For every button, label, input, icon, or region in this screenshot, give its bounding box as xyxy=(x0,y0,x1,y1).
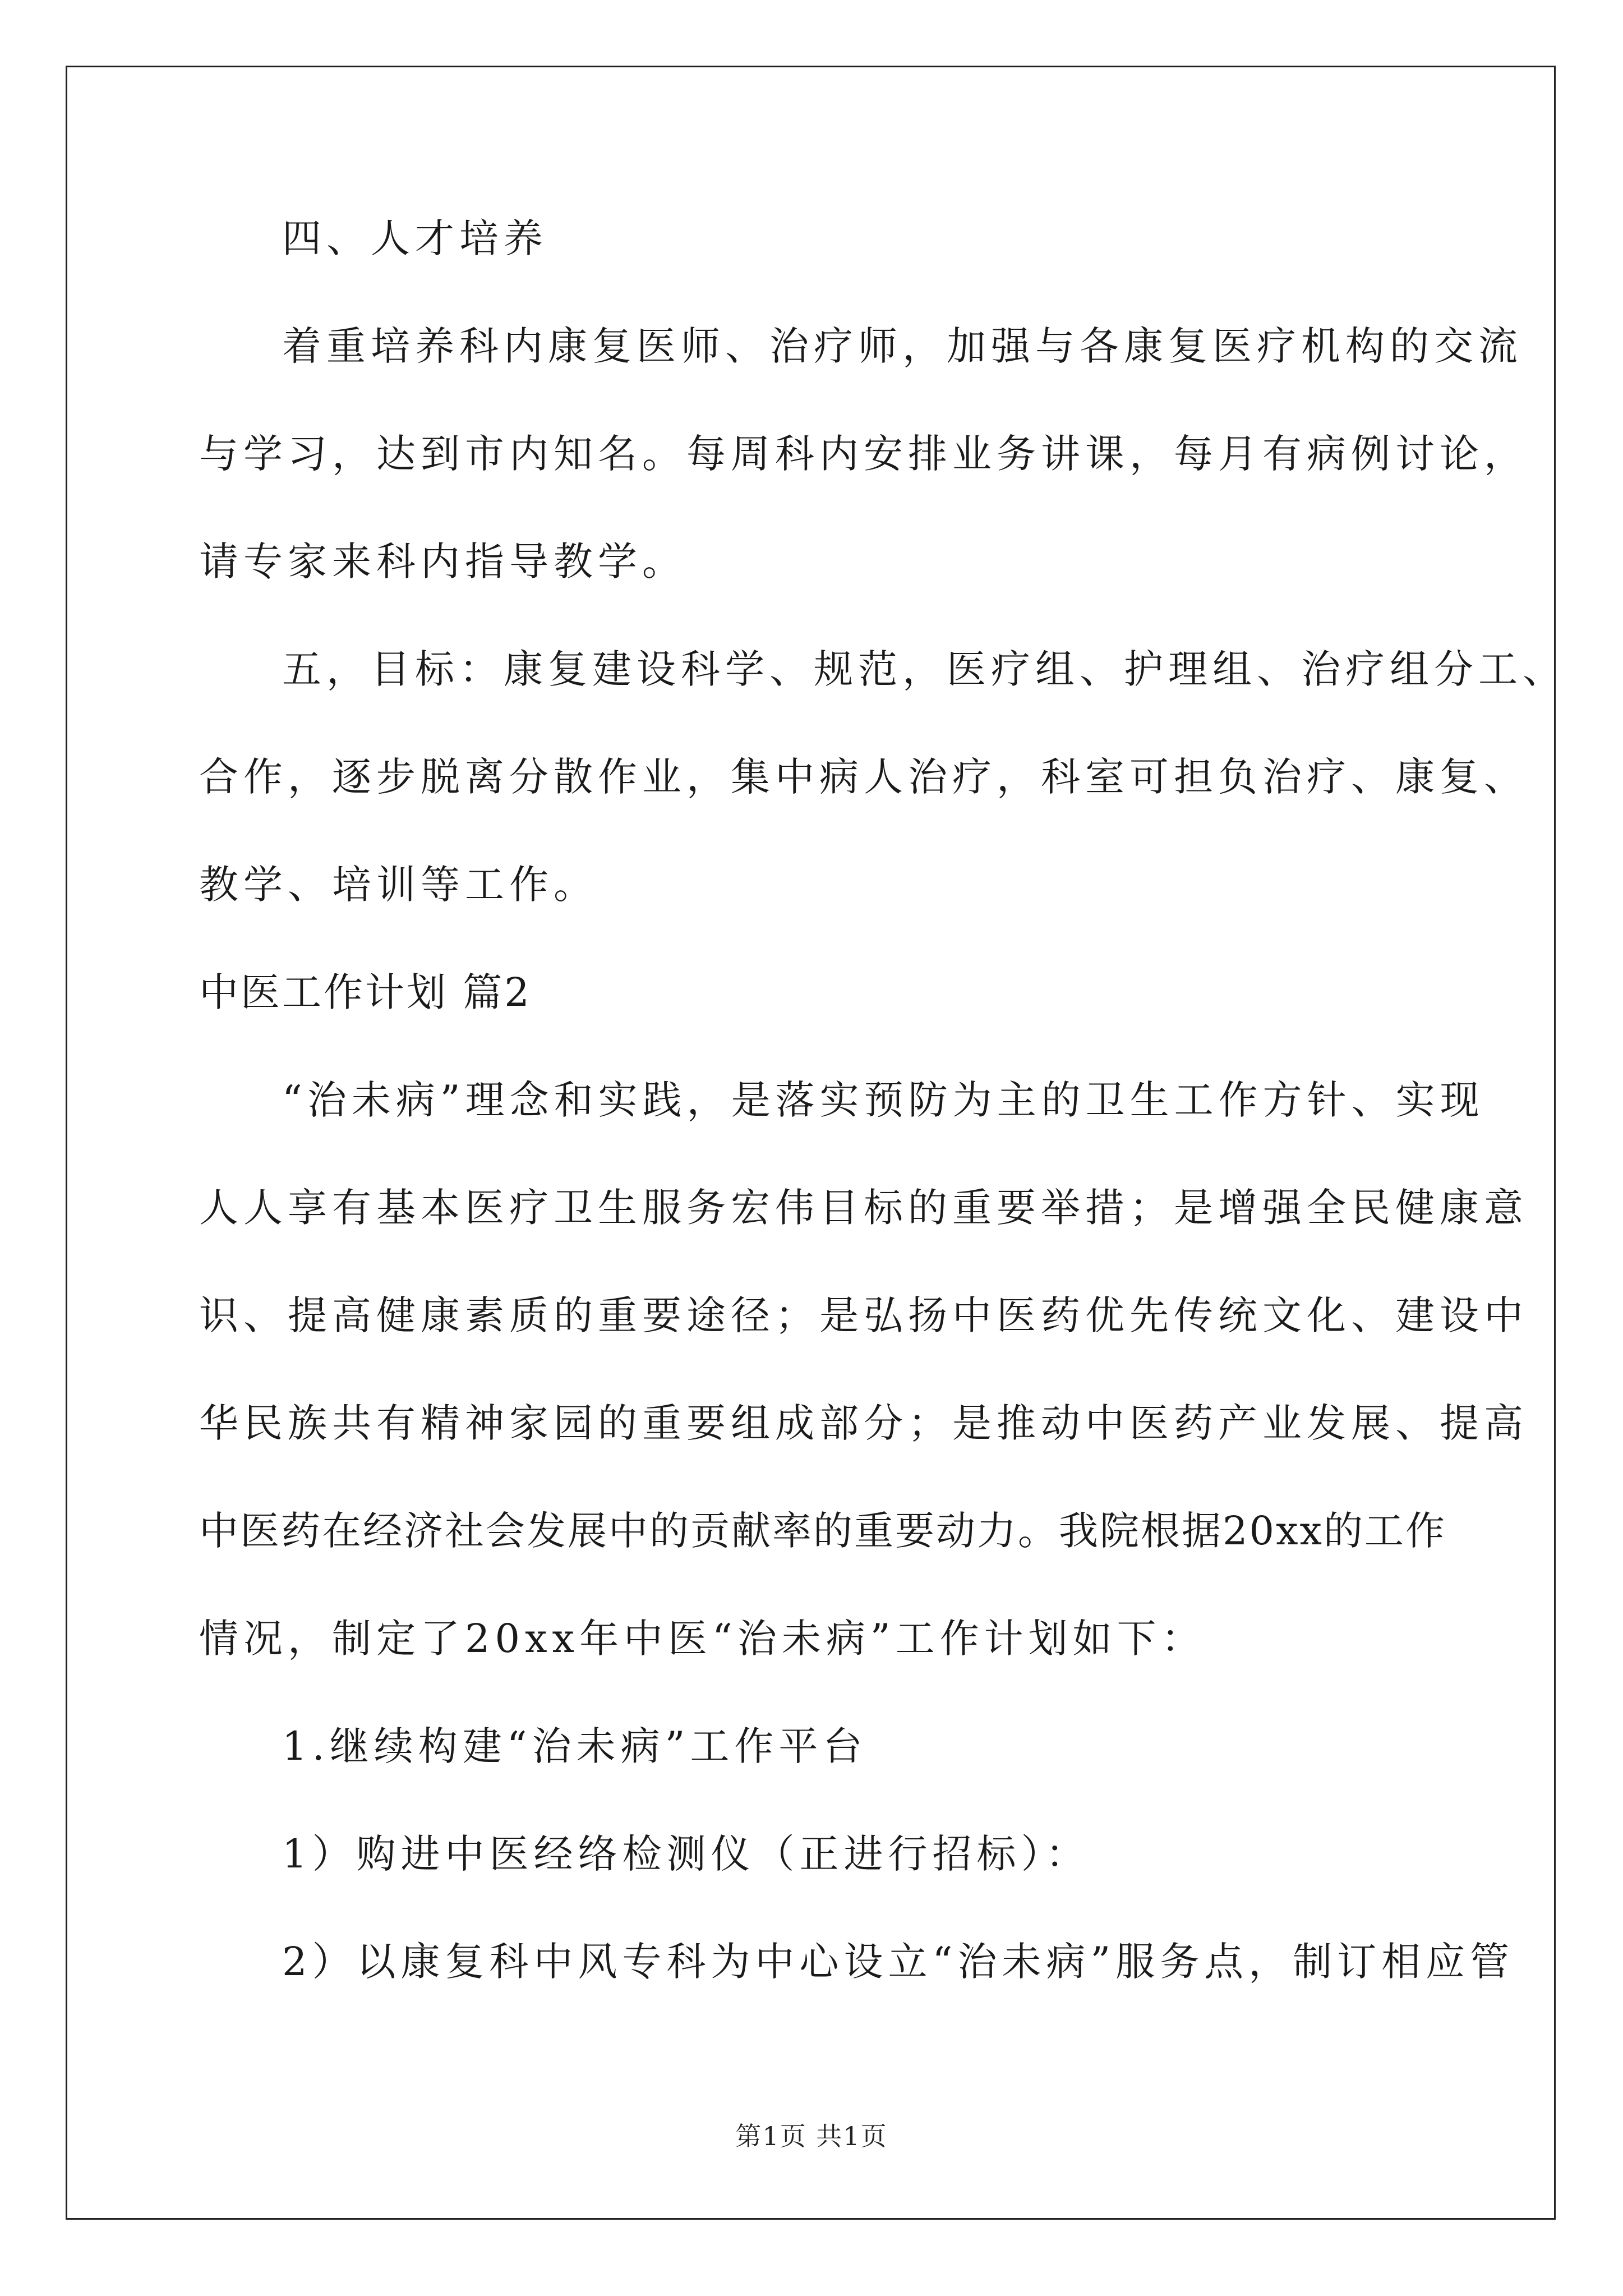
paragraph-line: 中医药在经济社会发展中的贡献率的重要动力。我院根据20xx的工作 xyxy=(199,1508,1447,1554)
paragraph-line: 教学、培训等工作。 xyxy=(199,862,598,908)
list-item-heading: 1.继续构建“治未病”工作平台 xyxy=(282,1723,868,1769)
paragraph-line: 情况，制定了20xx年中医“治未病”工作计划如下： xyxy=(199,1616,1206,1662)
section-heading-talent: 四、人才培养 xyxy=(282,215,548,261)
section-heading-goal: 五，目标：康复建设科学、规范，医疗组、护理组、治疗组分工、 xyxy=(282,646,1567,692)
paragraph-line: 请专家来科内指导教学。 xyxy=(199,539,686,585)
document-body xyxy=(199,215,1567,2050)
list-item: 1）购进中医经络检测仪（正进行招标）： xyxy=(282,1831,1090,1877)
paragraph-line: 与学习，达到市内知名。每周科内安排业务讲课，每月有病例讨论， xyxy=(199,431,1528,477)
list-item: 2）以康复科中风专科为中心设立“治未病”服务点，制订相应管 xyxy=(282,1939,1515,1985)
paragraph-line: 识、提高健康素质的重要途径；是弘扬中医药优先传统文化、建设中 xyxy=(199,1292,1528,1338)
page-footer: 第1页 共1页 xyxy=(735,2121,888,2151)
paragraph-line: 华民族共有精神家园的重要组成部分；是推动中医药产业发展、提高 xyxy=(199,1400,1528,1446)
paragraph-line: “治未病”理念和实践，是落实预防为主的卫生工作方针、实现 xyxy=(282,1077,1484,1123)
paragraph-line: 合作，逐步脱离分散作业，集中病人治疗，科室可担负治疗、康复、 xyxy=(199,754,1528,800)
paragraph-line: 着重培养科内康复医师、治疗师，加强与各康复医疗机构的交流 xyxy=(282,323,1523,369)
chapter-title: 中医工作计划 篇2 xyxy=(199,969,532,1015)
paragraph-line: 人人享有基本医疗卫生服务宏伟目标的重要举措；是增强全民健康意 xyxy=(199,1185,1528,1231)
